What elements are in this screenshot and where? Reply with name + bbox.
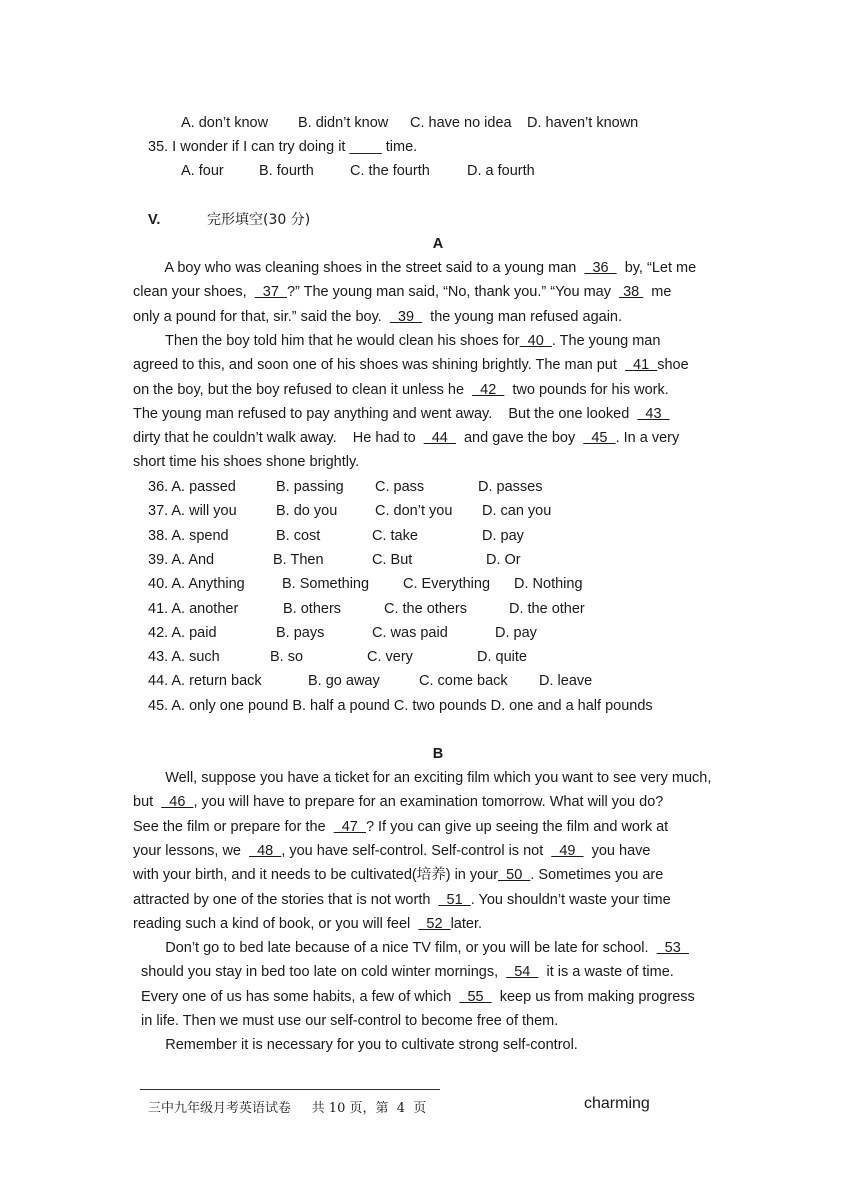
footer-mark: charming [584,1095,650,1112]
q35-option-b: B. fourth [259,163,314,179]
text-segment: . Sometimes you are [530,867,664,884]
question-option: C. very [367,649,413,666]
text-segment: the young man refused again. [422,308,623,325]
question-option: 40. A. Anything [148,576,245,593]
text-segment: reading such a kind of book, or you will feel [133,915,419,932]
text-segment: you have [583,842,651,859]
passage-line [133,1035,578,1055]
text-segment: See the film or prepare for the [133,818,334,835]
passage-b-heading: B [432,746,444,762]
passage-line [133,890,671,910]
passage-line [133,914,482,934]
q35-option-c: C. the fourth [350,163,430,179]
question-option: D. pay [495,624,537,641]
text-segment: two pounds for his work. [504,381,669,398]
passage-line [133,865,663,885]
question-option: B. go away [308,673,380,690]
text-segment: it is a waste of time. [538,964,674,981]
question-option: 38. A. spend [148,527,229,544]
text-segment: but [133,794,162,811]
blank: 55 [459,988,492,1005]
question-option: B. cost [276,527,321,544]
question-option: 39. A. And [148,551,215,568]
text-segment: Then the boy told him that he would clean his shoes for [133,332,520,349]
text-segment: Well, suppose you have a ticket for an exciting film which you want to see very much, [133,770,712,786]
q34-option-a: A. don’t know [181,115,269,131]
text-segment: shoe [657,357,689,374]
text-segment: ?” The young man said, “No, thank you.” “You may [286,284,620,301]
text-segment: short time his shoes shone brightly. [133,454,360,471]
passage-line [133,428,679,448]
text-segment: , you will have to prepare for an examination tomorrow. What will you do? [193,794,664,811]
blank: 48 [249,842,282,859]
question-option: D. pay [482,527,524,544]
question-option: C. pass [375,479,425,495]
question-option: 43. A. such [148,649,220,666]
q45-line: 45. A. only one pound B. half a pound C. two pounds D. one and a half pounds [148,698,653,714]
passage-line [133,282,671,302]
passage-line [133,1011,558,1031]
passage-line [133,962,674,982]
question-option: D. Or [486,551,521,568]
text-segment: on the boy, but the boy refused to clean it unless he [133,381,473,398]
question-option: B. pays [276,624,325,641]
blank: 51 [438,891,471,908]
q35-stem: 35. I wonder if I can try doing it ____ time. [148,139,418,155]
question-option: 42. A. paid [148,624,217,641]
blank: 49 [551,842,584,859]
question-option: C. don’t you [375,503,453,520]
passage-line [133,258,696,278]
question-option: B. Then [273,551,324,568]
question-option: B. so [270,649,304,666]
footer-rule [140,1089,440,1090]
passage-line [133,331,660,351]
question-option: B. others [283,600,342,617]
text-segment: your lessons, we [133,842,250,859]
q34-option-c: C. have no idea [410,115,512,131]
text-segment: and gave the boy [455,430,584,447]
section-number: V. [148,212,161,228]
text-segment: Don’t go to bed late because of a nice TV film, or you will be late for school. [133,940,657,957]
blank: 47 [333,818,366,835]
text-segment: by, “Let me [616,260,697,276]
text-segment: , you have self-control. Self-control is not [281,842,552,859]
question-option: B. passing [276,479,344,495]
passage-a-heading: A [432,236,444,252]
text-segment: The young man refused to pay anything and went away. But the one looked [133,405,638,422]
passage-line [133,841,650,861]
q35-option-d: D. a fourth [467,163,535,179]
question-option: C. was paid [372,624,448,641]
passage-line [133,355,689,375]
passage-line [133,817,668,837]
question-option: D. the other [509,600,585,617]
question-option: C. the others [384,600,468,617]
question-option: B. Something [282,576,370,593]
blank: 39 [389,308,423,325]
question-option: C. But [372,551,413,568]
text-segment: later. [450,915,483,932]
question-option: 41. A. another [148,600,239,617]
blank: 52 [418,915,451,932]
text-segment: keep us from making progress [491,988,695,1005]
section-title: 完形填空(30 分) [207,212,311,228]
blank: 53 [656,940,689,957]
question-option: D. can you [482,503,552,520]
question-option: C. Everything [403,576,491,593]
text-segment: A boy who was cleaning shoes in the street said to a young man [133,260,585,276]
footer-text: 三中九年级月考英语试卷 共 10 页，第 4 页 [148,1101,427,1116]
blank: 45 [583,430,616,447]
question-option: C. come back [419,673,508,690]
question-option: C. take [372,527,418,544]
text-segment: should you stay in bed too late on cold winter mornings, [133,964,507,981]
text-segment: agreed to this, and soon one of his shoes was shining brightly. The man put [133,357,625,374]
question-option: 37. A. will you [148,503,237,520]
q34-option-b: B. didn’t know [298,115,389,131]
text-segment: dirty that he couldn’t walk away. He had to [133,430,424,447]
blank: 37 [254,284,287,301]
blank: 43 [637,405,670,422]
blank: 54 [506,964,539,981]
text-segment: clean your shoes, [133,284,255,301]
blank: 44 [423,430,456,447]
text-segment: ? If you can give up seeing the film and work at [365,818,669,835]
question-option: D. Nothing [514,576,583,593]
text-segment: only a pound for that, sir.” said the boy. [133,308,390,325]
blank: 50 [498,867,531,884]
text-segment: . In a very [615,430,680,447]
blank: 41 [624,357,658,374]
text-segment: in life. Then we must use our self-control to become free of them. [133,1013,559,1029]
blank: 40 [519,332,552,349]
question-option: D. quite [477,649,527,666]
passage-line [133,404,670,424]
passage-line [133,307,622,327]
question-option: 44. A. return back [148,673,262,690]
text-segment: Remember it is necessary for you to cultivate strong self-control. [133,1037,578,1054]
text-segment: me [643,284,672,301]
passage-line [133,987,695,1007]
q35-option-a: A. four [181,163,224,179]
blank: 42 [472,381,505,398]
blank: 46 [161,794,194,811]
text-segment: with your birth, and it needs to be cultivated(培养) in your [133,867,499,884]
passage-line [133,768,711,788]
text-segment: . The young man [551,332,661,349]
q34-option-d: D. haven’t known [527,115,639,131]
passage-line [133,452,359,472]
passage-line [133,792,663,812]
text-segment: . You shouldn’t waste your time [470,891,671,908]
blank: 38 [619,284,644,301]
text-segment: Every one of us has some habits, a few of which [133,988,460,1005]
question-option: D. leave [539,673,593,690]
question-option: D. passes [478,479,543,495]
passage-line [133,380,669,400]
question-option: 36. A. passed [148,479,236,495]
blank: 36 [584,260,617,276]
text-segment: attracted by one of the stories that is not worth [133,891,439,908]
question-option: B. do you [276,503,338,520]
passage-line [133,938,689,958]
